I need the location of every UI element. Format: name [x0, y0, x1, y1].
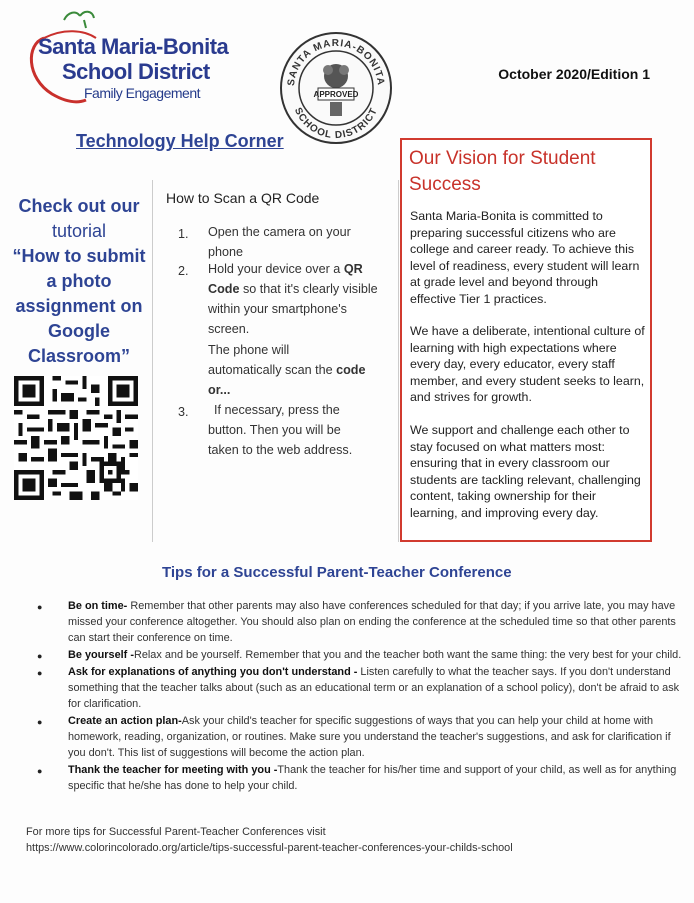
vision-paragraph-1: Santa Maria-Bonita is committed to preparing successful citizens who are college and career ready. To achieve this level of readiness, every student will learn at grade level and beyond through effective Tier 1 practices.: [410, 209, 640, 306]
tutorial-line-5: assignment on: [15, 296, 143, 316]
footer-text: For more tips for Successful Parent-Teacher Conferences visit: [26, 826, 326, 838]
tutorial-line-7: Classroom”: [27, 346, 131, 366]
tip-heading: Be on time-: [68, 600, 128, 612]
tip-text: Thank the teacher for his/her time and support of your child, as well as for anything specific that he/she has done to help your child.: [68, 764, 677, 792]
tip-heading: Ask for explanations of anything you don't understand -: [68, 666, 358, 678]
seal-bottom-text: SCHOOL DISTRICT: [291, 106, 381, 142]
tutorial-callout: [10, 194, 148, 369]
tip-text: Listen carefully to what the teacher says. If you don't understand something that the teacher talks about (such as an educational term or an explanation of a school policy), don't be afraid to ask for clarification.: [68, 666, 680, 710]
tech-help-title: Technology Help Corner: [76, 131, 284, 151]
edition-label: October 2020/Edition 1: [498, 66, 650, 82]
step-2-pre: Hold your device over a: [208, 262, 344, 276]
step-2-text: [208, 259, 384, 339]
logo-line-1: Santa Maria-Bonita: [38, 34, 229, 59]
footer-link[interactable]: https://www.colorincolorado.org/article/tips-successful-parent-teacher-conferences-your-childs-school: [26, 842, 513, 854]
tutorial-line-6: Google: [48, 321, 110, 341]
logo-line-2: School District: [62, 59, 210, 84]
qr-instructions-title: How to Scan a QR Code: [166, 190, 320, 206]
step-2-number: 2.: [178, 264, 189, 278]
step-3-number: 3.: [178, 405, 189, 419]
district-seal: [278, 30, 394, 146]
tips-list: [34, 598, 686, 795]
step-1-text: Open the camera on your phone: [208, 225, 351, 259]
step-1-number: 1.: [178, 227, 189, 241]
vision-paragraph-3: We support and challenge each other to stay focused on what matters most: ensuring that in every classroom our students are tackling relevant, challenging content, taking ownership for their learning, and improving every day.: [410, 423, 641, 520]
step-3-text: If necessary, press the button. Then you will be taken to the web address.: [208, 403, 353, 457]
tips-title: Tips for a Successful Parent-Teacher Conference: [162, 564, 512, 581]
tip-item: [34, 762, 686, 794]
step-2-extra-pre: The phone will automatically scan the: [208, 343, 337, 377]
tutorial-line-1: Check out our: [18, 196, 140, 216]
tip-item: [34, 647, 686, 663]
tutorial-line-2: tutorial: [51, 221, 107, 241]
tutorial-line-4: a photo: [46, 271, 112, 291]
step-2-extra: [208, 340, 366, 400]
logo-line-3: Family Engagement: [84, 85, 201, 101]
step-2-post: so that it's clearly visible within your smartphone's screen.: [208, 282, 378, 336]
tip-text: Ask your child's teacher for specific suggestions of ways that you can help your child at home with homework, reading, organization, or routines. Make sure you understand the teacher's suggestions, and ask for clarification if you don't. This list of suggestions will become the action plan.: [68, 715, 671, 759]
vision-box: [400, 138, 652, 542]
footer: [26, 824, 666, 856]
tip-item: [34, 664, 686, 712]
tip-item: [34, 713, 686, 761]
tutorial-line-3: “How to submit: [12, 246, 146, 266]
seal-center-text: APPROVED: [313, 90, 359, 99]
tip-text: Relax and be yourself. Remember that you and the teacher both want the same thing: the very best for your child.: [133, 649, 682, 661]
tip-heading: Be yourself -: [68, 649, 134, 661]
step-2-bold: QR Code: [208, 262, 363, 296]
seal-top-text: SANTA MARIA-BONITA: [285, 37, 387, 87]
district-logo: [24, 8, 234, 108]
tip-heading: Thank the teacher for meeting with you -: [68, 764, 278, 776]
tip-text: Remember that other parents may also have conferences scheduled for that day; if you arrive late, you may have missed your conference altogether. You should also plan on ending the conference at the scheduled time so that other parents can start their conference on time.: [68, 600, 676, 644]
vision-paragraph-2: We have a deliberate, intentional culture of learning with high expectations where every day, every educator, every staff member, and every student seeks to learn, and strives for growth.: [410, 324, 645, 405]
step-2-extra-bold: code or...: [208, 363, 366, 397]
qr-code-icon[interactable]: [12, 376, 140, 500]
tip-heading: Create an action plan-: [68, 715, 182, 727]
tip-item: [34, 598, 686, 646]
vision-title: Our Vision for Student Success: [409, 148, 596, 195]
